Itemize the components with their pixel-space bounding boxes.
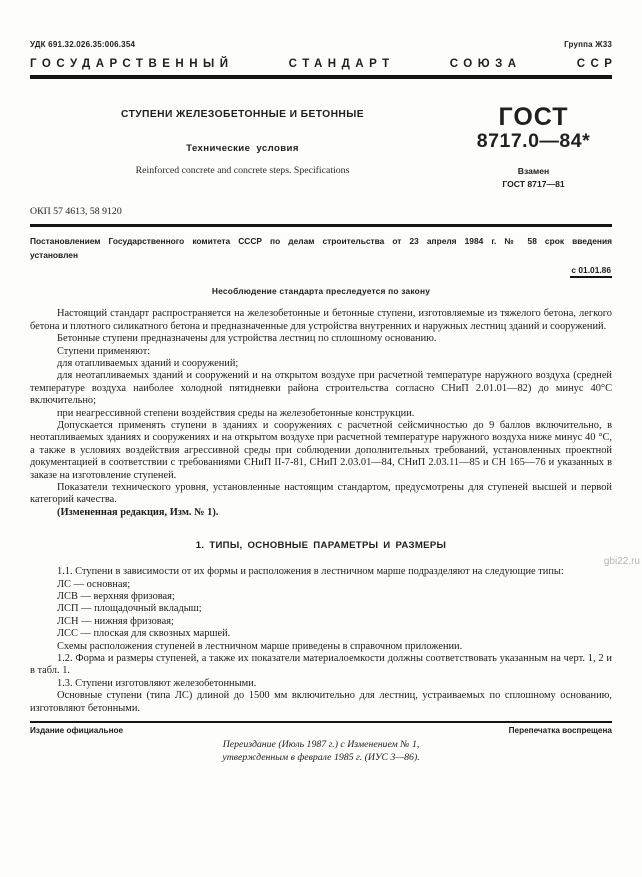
paragraph: Схемы расположения ступеней в лестничном марше приведены в справочном приложении. — [57, 640, 463, 652]
decree-top-rule — [30, 224, 612, 227]
header-word: СТАНДАРТ — [288, 58, 395, 70]
decree-block — [30, 234, 612, 277]
type-list-item: ЛСП — площадочный вкладыш; — [57, 603, 202, 615]
type-list-item: ЛСН — нижняя фризовая; — [57, 615, 174, 627]
group-code: Группа Ж33 — [564, 40, 612, 49]
amendment-note: (Измененная редакция, Изм. № 1). — [57, 506, 219, 518]
header-word: ССР — [576, 58, 618, 70]
reissue-line: утвержденным в феврале 1985 г. (ИУС 3—86). — [222, 752, 420, 764]
paragraph: Ступени применяют: — [57, 345, 151, 357]
okp-code: ОКП 57 4613, 58 9120 — [30, 206, 122, 218]
header-word: ГОСУДАРСТВЕННЫЙ — [30, 58, 234, 70]
site-watermark: gbi22.ru — [603, 556, 640, 567]
decree-text-continued: установлен — [30, 250, 79, 261]
paragraph: Настоящий стандарт распространяется на железобетонные и бетонные ступени, изготовляемые из тяжелого бетона, легкого бетона и плотного силикатного бетона и предназначенные для устройства внутренних и наружных лестниц зданий и сооружений. — [30, 308, 612, 332]
udk-code: УДК 691.32.026.35:006.354 — [30, 40, 136, 49]
page-footer — [30, 721, 612, 764]
paragraph: Основные ступени (типа ЛС) длиной до 1500 мм включительно для лестниц, устраиваемых по сплошному основанию, изготовляют бетонными. — [30, 690, 612, 714]
type-list-item: ЛСС — плоская для сквозных маршей. — [57, 628, 231, 640]
replaces-number: ГОСТ 8717—81 — [502, 178, 565, 189]
gost-number: 8717.0—84* — [476, 130, 591, 152]
type-list-item: ЛС — основная; — [57, 578, 131, 590]
replaces-label: Взамен — [517, 166, 550, 177]
reprint-forbidden-label: Перепечатка воспрещена — [508, 726, 612, 736]
official-edition-label: Издание официальное — [30, 726, 124, 736]
paragraph: для отапливаемых зданий и сооружений; — [57, 357, 239, 369]
law-notice: Несоблюдение стандарта преследуется по закону — [211, 286, 431, 297]
header-word: СОЮЗА — [449, 58, 522, 70]
title-column — [30, 105, 455, 190]
type-list-item: ЛСВ — верхняя фризовая; — [57, 591, 175, 603]
document-title: СТУПЕНИ ЖЕЛЕЗОБЕТОННЫЕ И БЕТОННЫЕ — [120, 109, 365, 120]
title-section — [30, 105, 612, 190]
state-standard-header — [30, 58, 618, 70]
paragraph: 1.3. Ступени изготовляют железобетонными. — [57, 677, 257, 689]
footer-rule — [30, 721, 612, 723]
gost-number-block — [455, 105, 612, 190]
reissue-note — [30, 738, 612, 764]
footer-labels — [30, 726, 612, 735]
paragraph: Показатели технического уровня, установленные настоящим стандартом, предусмотрены для ступеней высшей и первой категорий качества. — [30, 481, 612, 506]
paragraph: 1.1. Ступени в зависимости от их формы и расположения в лестничном марше подразделяют на следующие типы: — [57, 566, 564, 578]
decree-text: Постановлением Государственного комитета СССР по делам строительства от 23 апреля 1984 г. № 58 срок введения — [30, 236, 612, 247]
paragraph: Допускается применять ступени в зданиях и сооружениях с расчетной сейсмичностью до 9 баллов включительно, в неотапливаемых зданиях и сооружениях и на открытом воздухе при расчетной температуре наружного воздуха ниже минус 40 °С, а также в условиях воздействия агрессивной среды при соблюдении дополнительных требований, установленных проектной документацией в соответствии с требованиями СНиП II-7-81, СНиП 2.03.01—84, СНиП 2.03.11—85 и СН 165—76 и указанных в заказе на изготовление ступеней. — [30, 419, 612, 481]
document-subtitle-english: Reinforced concrete and concrete steps. Specifications — [135, 165, 350, 176]
paragraph: при неагрессивной степени воздействия среды на железобетонные конструкции. — [57, 407, 415, 419]
replaces-block — [455, 165, 612, 190]
header-rule — [30, 75, 612, 79]
paragraph: Бетонные ступени предназначены для устройства лестниц по сплошному основанию. — [57, 333, 437, 345]
paragraph: для неотапливаемых зданий и сооружений и на открытом воздухе при расчетной температуре наружного воздуха (средней температуре воздуха наиболее холодной пятидневки района строительства согласно СНиП 2.01.01—82) до минус 40°С включительно; — [30, 370, 612, 407]
meta-row — [30, 40, 612, 49]
document-subtitle: Технические условия — [186, 143, 299, 154]
paragraph: 1.2. Форма и размеры ступеней, а также их показатели материалоемкости должны соответствовать указанным на черт. 1, 2 и в табл. 1. — [30, 653, 612, 677]
intro-body — [30, 308, 612, 519]
gost-label: ГОСТ — [498, 103, 569, 131]
effective-date-row — [30, 263, 612, 277]
reissue-line: Переиздание (Июль 1987 г.) с Изменением № 1, — [222, 739, 420, 751]
section-1-body — [30, 566, 612, 715]
section-1-heading: 1. ТИПЫ, ОСНОВНЫЕ ПАРАМЕТРЫ И РАЗМЕРЫ — [195, 540, 447, 552]
effective-date: с 01.01.86 — [570, 265, 612, 278]
